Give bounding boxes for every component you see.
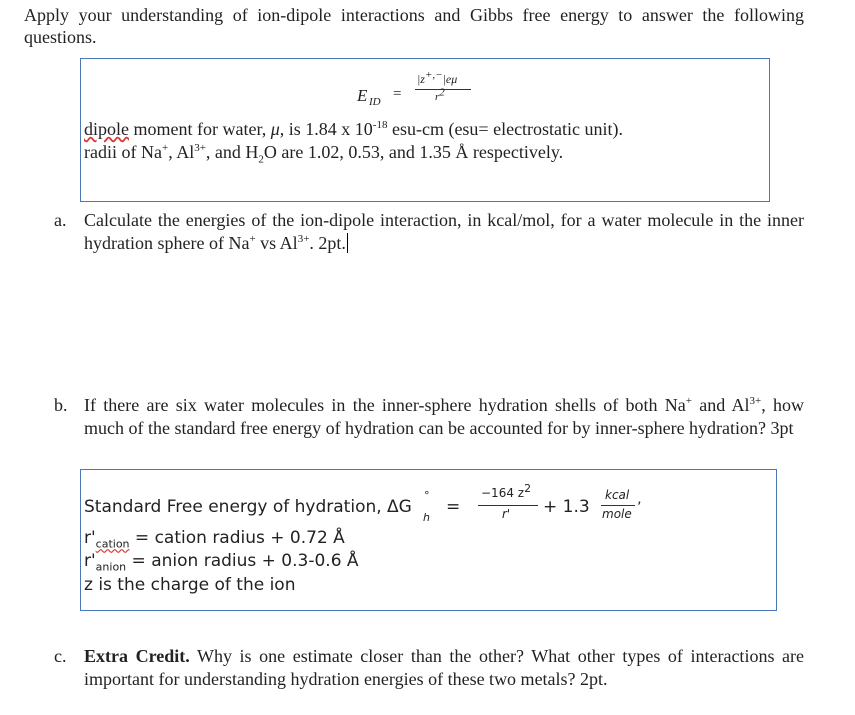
free-energy-equals: = (446, 497, 461, 517)
question-b (54, 394, 805, 440)
eq-numerator: |z+,−|eμ (417, 69, 458, 86)
unit-denominator: mole (602, 507, 632, 521)
free-energy-plus-term: + 1.3 (543, 497, 590, 517)
eq-equals: = (393, 86, 402, 102)
radii-line: radii of Na+, $Al^{3+}$, and $H_2O$ are 1.02, 0.53, and 1.35 Å respectively. (84, 142, 564, 166)
free-energy-sub: h (423, 511, 430, 524)
intro-text: Apply your understanding of ion-dipole interactions and Gibbs free energy to answer the following questions. (24, 5, 804, 47)
free-energy-fraction-bar (478, 505, 538, 506)
question-b-text[interactable]: If there are six water molecules in the inner-sphere hydration shells of both Na+ and $Al^{3+}$, how much of the standard free energy of hydration can be accounted for by inner-sphere hydration? 3pt (84, 395, 805, 438)
dipole-moment-line: dipole moment for water, μ, is 1.84 x $10^{-18}$ esu-cm (esu= electrostatic unit). (84, 119, 624, 139)
charge-def: z is the charge of the ion (84, 575, 296, 595)
anion-radius-def: $r'_{anion}$ = anion radius + 0.3-0.6 Å (84, 551, 359, 574)
eq-lhs-subscript: ID (369, 96, 381, 108)
free-energy-sup: ° (424, 489, 430, 502)
text-cursor (347, 233, 349, 253)
question-a-label: a. (54, 210, 67, 230)
question-a (54, 209, 804, 255)
free-energy-label: Standard Free energy of hydration, ΔG (84, 497, 412, 517)
question-c-text[interactable]: Extra Credit. Why is one estimate closer than the other? What other types of interactions are important for understanding hydration energies of these two metals? 2pt. (84, 646, 804, 689)
cation-radius-def: $r'_{cation}$ = cation radius + 0.72 Å (84, 528, 345, 551)
ion-dipole-equation (355, 69, 495, 112)
unit-fraction-bar (601, 505, 635, 506)
question-c-label: c. (54, 646, 67, 666)
question-b-label: b. (54, 395, 68, 415)
question-c (54, 645, 804, 691)
free-energy-numerator: −164 $z^2$ (481, 482, 532, 500)
free-energy-denominator: r' (502, 507, 511, 521)
unit-tail: ’ (637, 500, 642, 516)
eq-lhs: E (357, 86, 368, 105)
unit-numerator: kcal (605, 488, 630, 502)
question-a-text[interactable]: Calculate the energies of the ion-dipole interaction, in kcal/mol, for a water molecule in the inner hydration sphere of Na+ vs $Al^{3+}$. 2pt. (84, 210, 804, 253)
eq-denominator: $r^2$ (435, 86, 445, 103)
